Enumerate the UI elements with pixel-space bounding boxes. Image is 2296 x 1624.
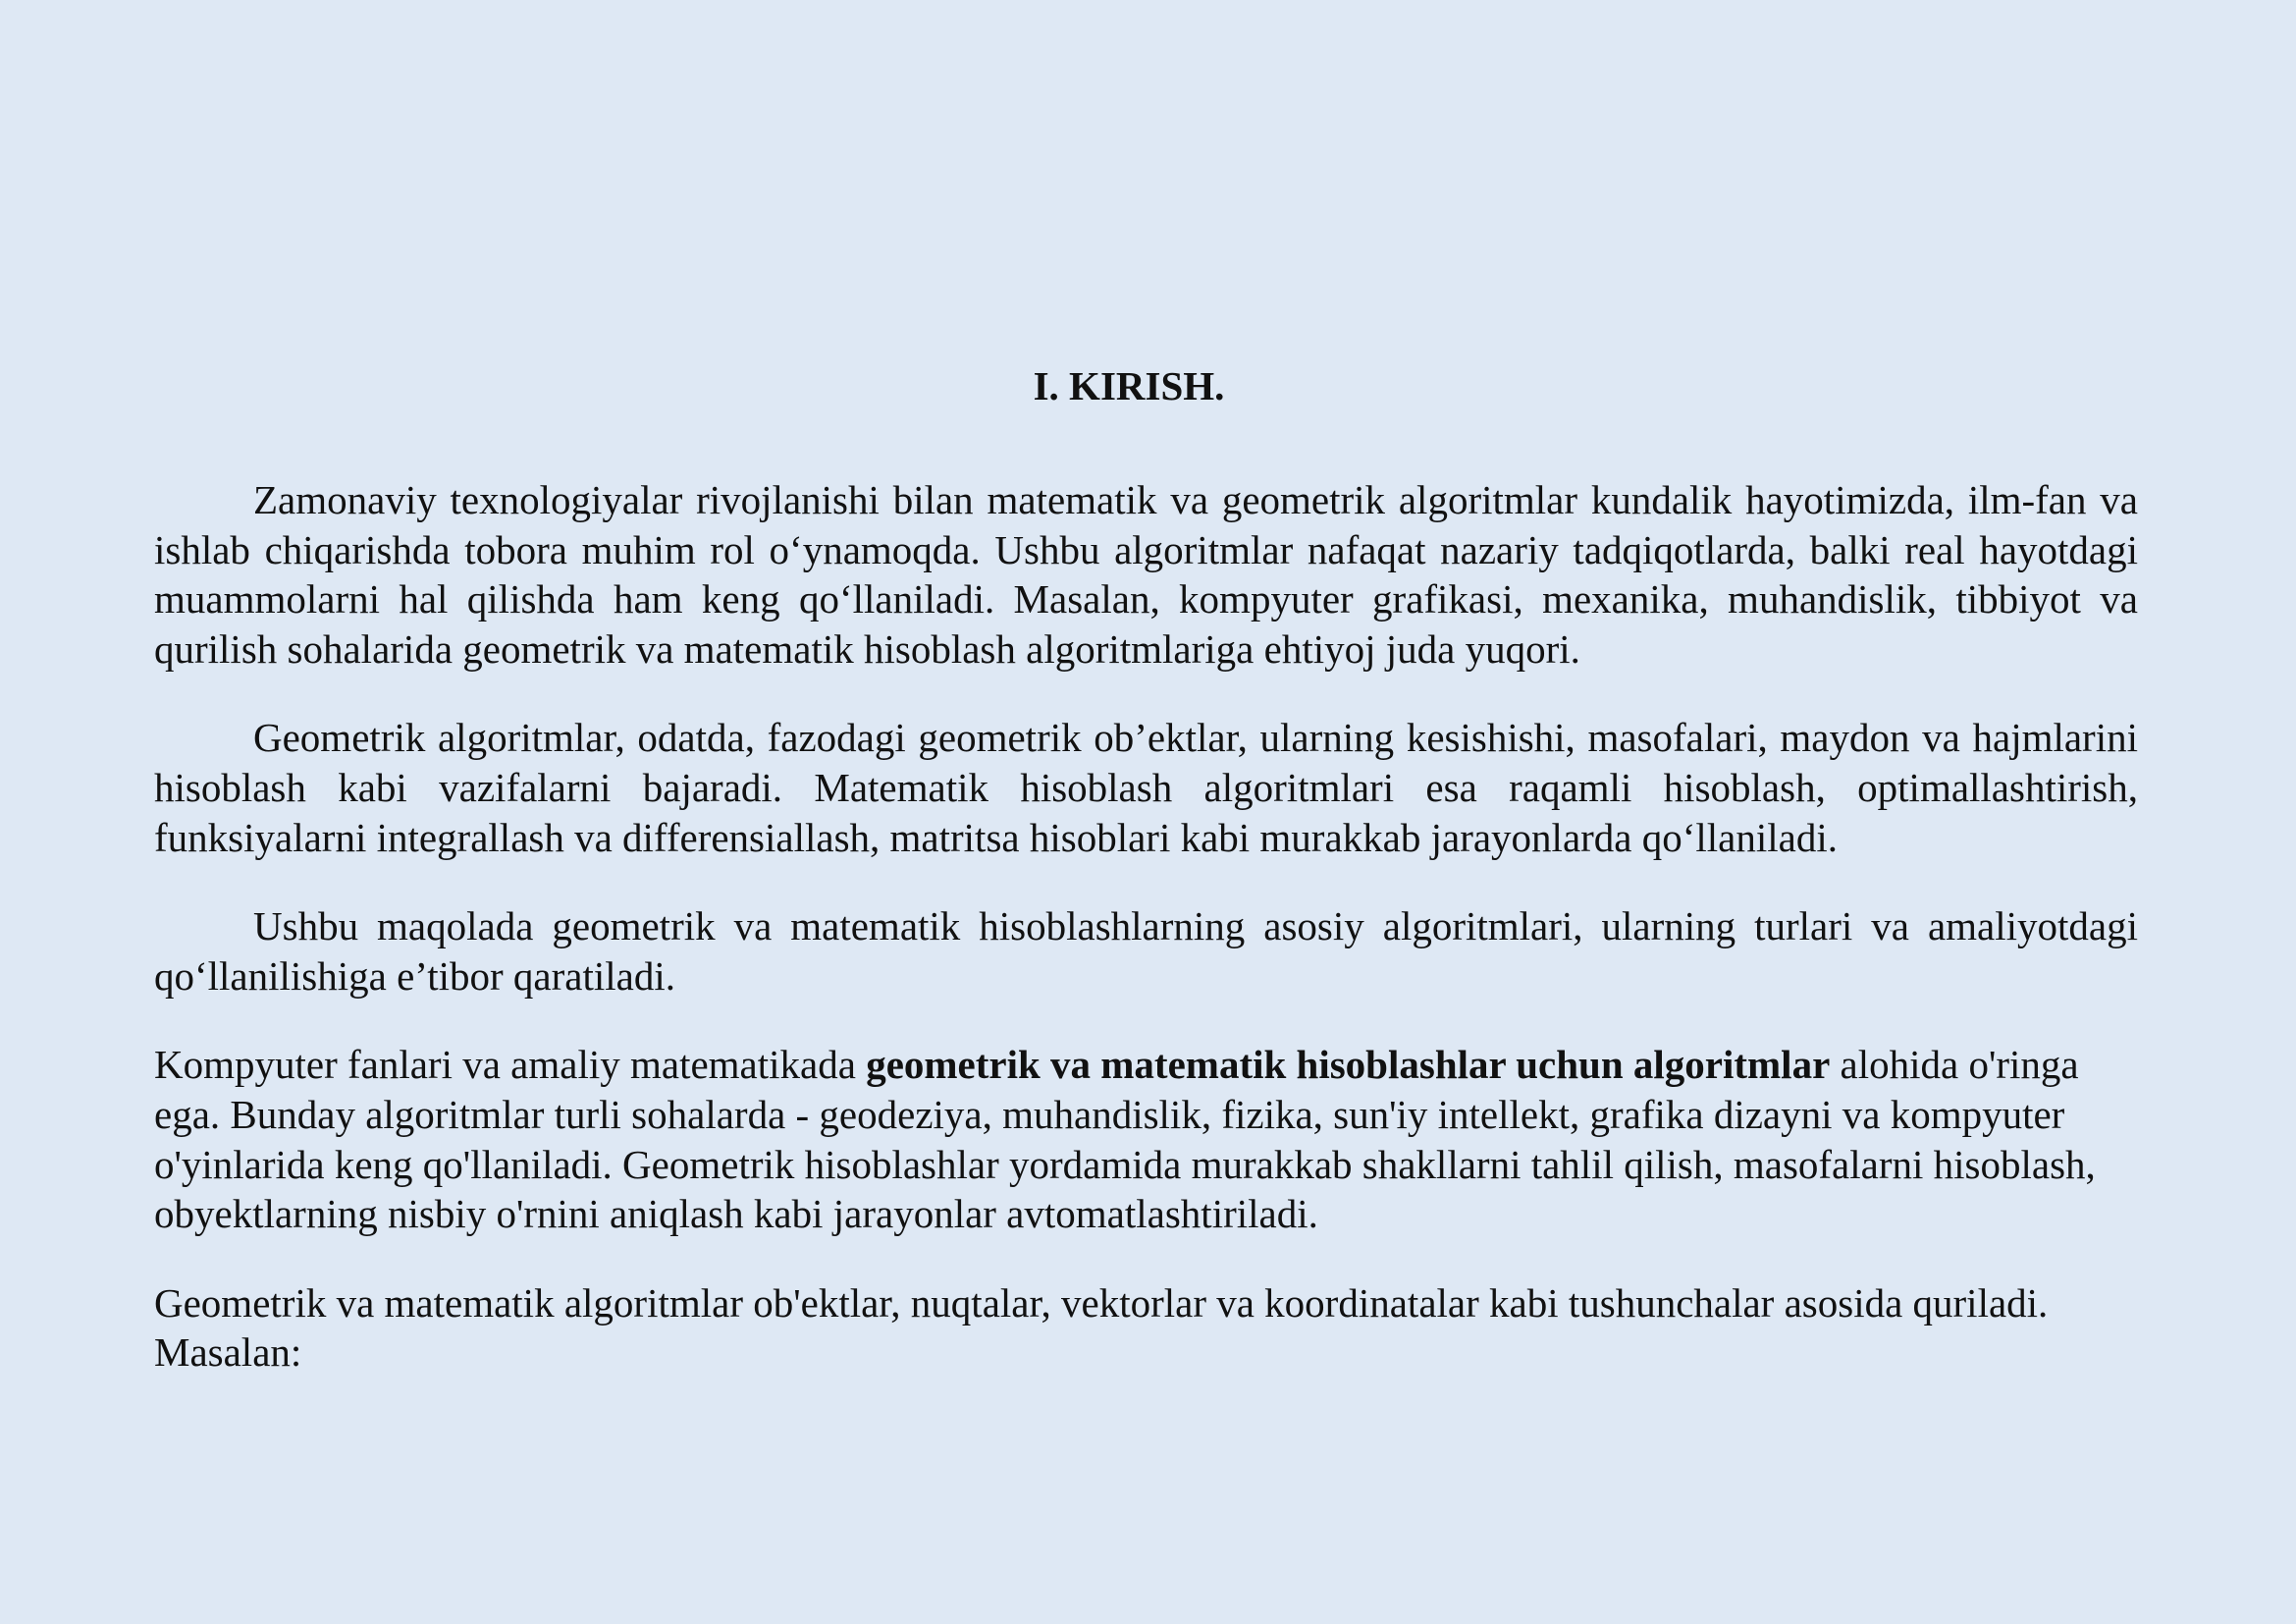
- paragraph-geometric-algorithms: Geometrik algoritmlar, odatda, fazodagi geometrik ob’ektlar, ularning kesishishi, masofalari, maydon va hajmlarini hisoblash kabi vazifalarni bajaradi. Matematik hisoblash algoritmlari esa raqamli hisoblash, optimallashtirish, funksiyalarni integrallash va differensiallash, matritsa hisoblari kabi murakkab jarayonlarda qo‘llaniladi.: [154, 715, 2138, 860]
- paragraph-concepts: Geometrik va matematik algoritmlar ob'ektlar, nuqtalar, vektorlar va koordinatalar kabi tushunchalar asosida quriladi. Masalan:: [154, 1279, 2049, 1376]
- bold-phrase: geometrik va matematik hisoblashlar uchun algoritmlar: [866, 1042, 1831, 1088]
- paragraph-intro: Zamonaviy texnologiyalar rivojlanishi bilan matematik va geometrik algoritmlar kundalik hayotimizda, ilm-fan va ishlab chiqarishda tobora muhim rol o‘ynamoqda. Ushbu algoritmlar nafaqat nazariy tadqiqotlarda, balki real hayotdagi muammolarni hal qilishda ham keng qo‘llaniladi. Masalan, kompyuter grafikasi, mexanika, muhandislik, tibbiyot va qurilish sohalarida geometrik va matematik hisoblash algoritmlariga ehtiyoj juda yuqori.: [154, 477, 2138, 672]
- paragraph-article-scope: Ushbu maqolada geometrik va matematik hisoblashlarning asosiy algoritmlari, ularning turlari va amaliyotdagi qo‘llanilishiga e’tibor qaratiladi.: [154, 903, 2138, 999]
- paragraph-computer-science-start: Kompyuter fanlari va amaliy matematikada: [154, 1042, 867, 1088]
- paragraph-computer-science-rest: alohida o'ringa ega. Bunday algoritmlar turli sohalarda - geodeziya, muhandislik, fizika, sun'iy intellekt, grafika dizayni va kompyuter o'yinlarida keng qo'llaniladi. Geometrik hisoblashlar yordamida murakkab shakllarni tahlil qilish, masofalarni hisoblash, obyektlarning nisbiy o'rnini aniqlash kabi jarayonlar avtomatlashtiriladi.: [154, 1042, 2096, 1237]
- paragraph-computer-science: [154, 1040, 2138, 1238]
- document-body: [154, 475, 2138, 1378]
- section-heading: I. KIRISH.: [1033, 363, 1225, 408]
